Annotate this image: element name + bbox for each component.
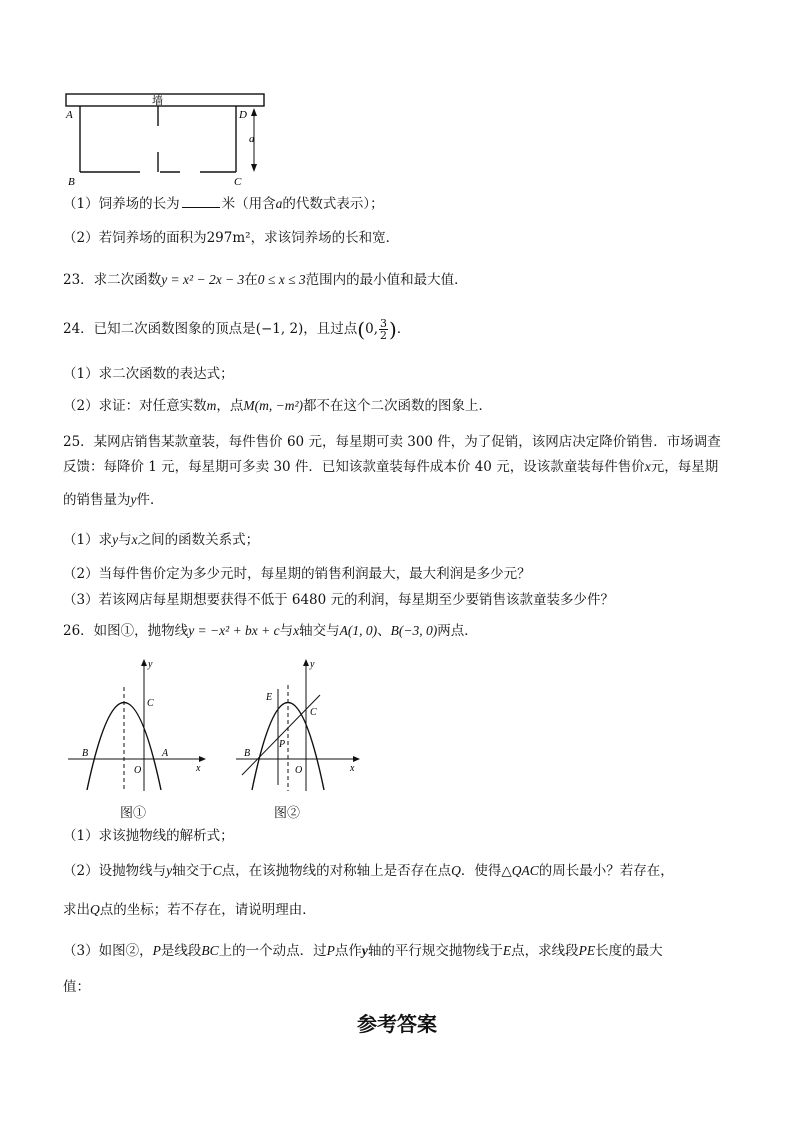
fig1-B-label: B <box>82 748 89 759</box>
wall-label: 墙 <box>152 95 163 107</box>
q26-part3-line2: 值： <box>63 979 90 995</box>
fig2-O-label: O <box>295 765 303 776</box>
label-D: D <box>239 109 247 121</box>
q25-line1: 25．某网店销售某款童装，每件售价 60 元，每星期可卖 300 件，为了促销，该网店决定降价销售．市场调查 <box>63 434 721 450</box>
q22-part2: （2）若饲养场的面积为297m²，求该饲养场的长和宽． <box>63 230 400 246</box>
fig2-C-label: C <box>310 707 317 718</box>
fig1-O-label: O <box>134 765 142 776</box>
q26-part2: （2）设抛物线与y轴交于C点，在该抛物线的对称轴上是否存在点Q．使得△QAC的周长最小？若存在， <box>63 863 674 879</box>
fig2-P-label: P <box>279 739 286 750</box>
fig2-y-label: y <box>310 659 315 670</box>
fig1-x-label: x <box>196 763 201 774</box>
q23: 23．求二次函数y = x² − 2x − 3在0 ≤ x ≤ 3范围内的最小值和最大值． <box>63 272 468 288</box>
q25-part1: （1）求y与x之间的函数关系式； <box>63 532 260 548</box>
q24-part2: （2）求证：对任意实数m，点M(m, −m²)都不在这个二次函数的图象上． <box>63 398 492 414</box>
fig2-B-label: B <box>244 748 251 759</box>
label-C: C <box>234 176 242 188</box>
q24: 24．已知二次函数图象的顶点是(−1, 2)，且过点(0, $\frac{3}{2}$ )． <box>63 317 411 342</box>
parabola-figure-2 <box>234 655 364 795</box>
fig2-x-label: x <box>350 763 355 774</box>
fig1-caption: 图① <box>120 806 147 821</box>
q26-part1: （1）求该抛物线的解析式； <box>63 828 234 844</box>
q26-part2-line2: 求出Q点的坐标；若不存在，请说明理由． <box>63 902 316 918</box>
fig2-caption: 图② <box>274 806 301 821</box>
fig2-E-label: E <box>266 692 273 703</box>
q25-line3: 的销售量为y件． <box>63 492 164 508</box>
label-B: B <box>68 176 75 188</box>
q25-part2: （2）当每件售价定为多少元时，每星期的销售利润最大，最大利润是多少元？ <box>63 566 531 582</box>
fig1-C-label: C <box>147 698 154 709</box>
q26-part3: （3）如图②，P是线段BC上的一个动点．过P点作y轴的平行规交抛物线于E点，求线段PE长度的最大 <box>63 943 663 959</box>
q26: 26．如图①，抛物线y = −x² + bx + c与x轴交与A(1, 0)、B(−3, 0)两点． <box>63 623 478 639</box>
parabola-figure-1 <box>64 655 209 795</box>
answer-blank[interactable] <box>182 195 220 208</box>
wall-figure <box>60 90 270 190</box>
label-A: A <box>66 109 73 121</box>
q24-part1: （1）求二次函数的表达式； <box>63 366 234 382</box>
fig1-A-label: A <box>162 748 169 759</box>
q22-part1: （1）饲养场的长为 米（用含a的代数式表示）； <box>63 196 384 212</box>
answer-title: 参考答案 <box>357 1012 437 1036</box>
q25-line2: 反馈：每降价 1 元，每星期可多卖 30 件．已知该款童装每件成本价 40 元，设该款童装每件售价x元，每星期 <box>63 459 719 475</box>
fig1-y-label: y <box>148 659 153 670</box>
label-a: a <box>249 133 255 145</box>
q25-part3: （3）若该网店每星期想要获得不低于 6480 元的利润，每星期至少要销售该款童装多少件？ <box>63 592 615 608</box>
